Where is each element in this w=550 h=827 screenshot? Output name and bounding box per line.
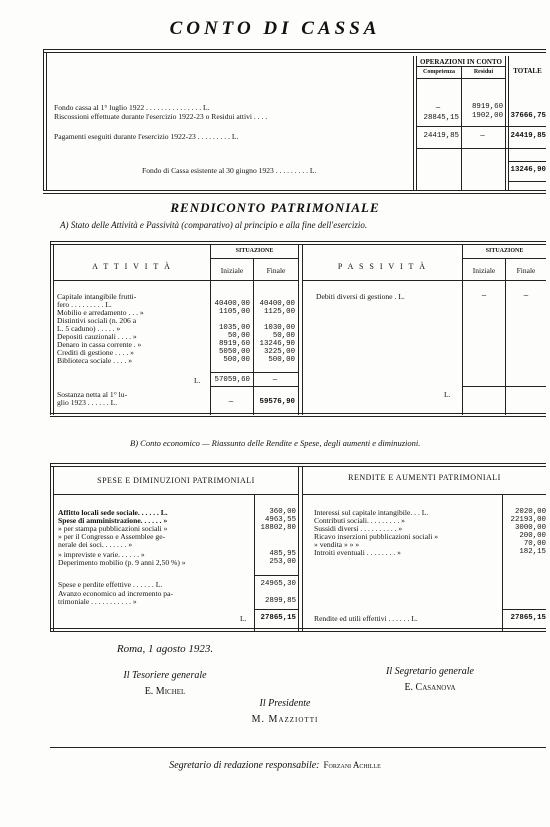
cassa-row-competenza: 24419,85	[423, 132, 459, 140]
attivita-row-label: fero . . . . . . . . . L.	[57, 300, 112, 309]
rendite-row-label: Interessi sul capitale intangibile. . . L.	[314, 508, 429, 517]
attivita-row-label: Mobilio e arredamento . . . »	[57, 308, 144, 317]
spese-row-val: 18802,80	[260, 524, 296, 532]
economico-left-rule-inner	[53, 466, 54, 631]
finale-header: Finale	[266, 266, 286, 275]
attivita-total-ini: 57059,60	[214, 376, 250, 384]
attivita-row-fin: 13246,90	[259, 340, 295, 348]
spese-subtotal: 24965,30	[260, 580, 296, 588]
economico-left-rule	[50, 463, 51, 631]
rendite-row-label: » vendita » » »	[314, 540, 360, 549]
row-rule	[210, 372, 298, 373]
cassa-row-label: Fondo cassa al 1° luglio 1922 . . . . . . . . . . . . . . . L.	[54, 103, 210, 112]
spese-header: SPESE E DIMINUZIONI PATRIMONIALI	[97, 476, 255, 485]
rendite-row-val: 22193,00	[510, 516, 546, 524]
rendite-row-val: 200,00	[519, 532, 546, 540]
col-divider	[254, 494, 255, 631]
col-divider	[416, 56, 417, 191]
tesoriere-title: Il Tesoriere generale	[123, 670, 207, 681]
row-rule	[508, 161, 546, 162]
avanzo-label: Avanzo economico ad incremento pa-	[58, 589, 173, 598]
segretario-name: E. Casanova	[404, 682, 456, 693]
attivita-row-ini: 50,00	[227, 332, 250, 340]
footer-rule	[50, 747, 546, 748]
rendite-row-label: Ricavo inserzioni pubblicazioni sociali »	[314, 532, 438, 541]
attivita-row-label: Capitale intangibile frutti-	[57, 292, 137, 301]
col-totale-header: TOTALE	[513, 67, 542, 75]
attivita-row-label: L. 5 caduno) . . . . . »	[57, 324, 121, 333]
attivita-row-fin: 3225,00	[263, 348, 295, 356]
col-residui-header: Residui	[473, 69, 494, 75]
attivita-row-label: Distintivi sociali (n. 206 a	[57, 316, 137, 325]
cassa-bottom-rule	[43, 190, 546, 194]
header-rule	[416, 66, 505, 67]
spese-row-val: 253,00	[269, 558, 296, 566]
col-divider	[302, 466, 303, 631]
finale-header: Finale	[516, 266, 536, 275]
spese-row-label: Affitto locali sede sociale. . . . . . L.	[58, 508, 168, 517]
rendite-row-val: 70,00	[523, 540, 546, 548]
place-date: Roma, 1 agosto 1923.	[116, 643, 214, 655]
attivita-row-ini: 500,00	[223, 356, 250, 364]
rendite-row-val: 182,15	[519, 548, 546, 556]
spese-row-val: 4963,55	[264, 516, 296, 524]
spese-total-label: L.	[240, 614, 247, 623]
rendite-total-label: Rendite ed utili effettivi . . . . . . L.	[314, 614, 418, 623]
passivita-row-ini: —	[481, 292, 487, 300]
spese-row-label: nerale dei soci. . . . . . . »	[58, 540, 133, 549]
sostanza-label: Sostanza netta al 1° lu-	[57, 390, 128, 399]
spese-row-val: 485,95	[269, 550, 296, 558]
attivita-total-fin: —	[272, 376, 278, 384]
col-competenza-header: Competenza	[423, 69, 455, 75]
cassa-row-residui: 1902,00	[471, 112, 503, 120]
spese-row-label: Spese di amministrazione. . . . . . »	[58, 516, 168, 525]
spese-row-label: » per stampa pubblicazioni sociali »	[58, 524, 168, 533]
spese-subtotal-label: Spese e perdite effettive . . . . . . L.	[58, 580, 163, 589]
page-title: CONTO DI CASSA	[169, 18, 381, 39]
cassa-row-label: Riscossioni effettuate durante l'esercizio 1922-23 o Residui attivi . . . .	[54, 112, 268, 121]
attivita-row-ini: 8919,60	[218, 340, 250, 348]
header-rule	[53, 494, 298, 495]
row-rule	[416, 148, 546, 149]
iniziale-header: Iniziale	[472, 266, 496, 275]
attivita-row-label: Depositi cauzionali . . . . »	[57, 332, 137, 341]
header-rule	[302, 280, 546, 281]
cassa-left-rule-inner	[46, 52, 47, 191]
attivita-row-label: Denaro in cassa corrente . »	[57, 340, 142, 349]
cassa-row-totale: 24419,85	[510, 132, 546, 140]
cassa-row-residui: —	[480, 132, 485, 140]
presidente-name: M. Mazziotti	[251, 714, 319, 725]
attivita-row-fin: 1125,00	[263, 308, 295, 316]
attivita-row-ini: 1105,00	[218, 308, 250, 316]
row-rule	[254, 609, 298, 610]
spese-row-label: » impreviste e varie. . . . . . »	[58, 550, 145, 559]
row-rule	[416, 126, 546, 127]
row-rule	[502, 609, 546, 610]
iniziale-header: Iniziale	[220, 266, 244, 275]
cassa-row-label: Fondo di Cassa esistente al 30 giugno 1923 . . . . . . . . . L.	[142, 166, 317, 175]
rendite-row-val: 3000,00	[514, 524, 546, 532]
header-rule	[302, 494, 546, 495]
presidente-title: Il Presidente	[259, 698, 311, 709]
rendite-row-val: 2020,00	[514, 508, 546, 516]
redazione-label: Segretario di redazione responsabile:	[169, 760, 320, 771]
stato-bottom-rule	[50, 413, 546, 417]
sostanza-label: glio 1923 . . . . . . L.	[57, 398, 118, 407]
cassa-row-residui: 8919,60	[471, 103, 503, 111]
avanzo-val: 2899,85	[264, 597, 296, 605]
situazione-header: SITUAZIONE	[235, 248, 274, 254]
col-divider	[505, 56, 506, 191]
attivita-total-label: L.	[194, 376, 201, 385]
attivita-row-fin: 40400,00	[259, 300, 295, 308]
rendite-header: RENDITE E AUMENTI PATRIMONIALI	[348, 473, 501, 482]
tesoriere-name: E. Michel	[144, 686, 186, 697]
col-divider	[253, 258, 254, 415]
col-divider	[298, 244, 299, 415]
cassa-row-label: Pagamenti eseguiti durante l'esercizio 1922-23 . . . . . . . . . L.	[54, 132, 239, 141]
stato-left-rule	[50, 241, 51, 415]
attivita-row-ini: 40400,00	[214, 300, 250, 308]
row-rule	[210, 386, 298, 387]
header-rule	[53, 280, 298, 281]
spese-total: 27865,15	[260, 614, 296, 622]
passivita-row-label: Debiti diversi di gestione . L.	[316, 292, 405, 301]
rendite-row-label: Introiti eventuali . . . . . . . . »	[314, 548, 401, 557]
sostanza-ini: —	[228, 398, 234, 406]
cassa-top-rule	[43, 49, 546, 53]
rendiconto-title: RENDICONTO PATRIMONIALE	[170, 200, 380, 215]
redazione-line	[0, 755, 550, 773]
row-rule	[254, 575, 298, 576]
attivita-row-fin: 50,00	[272, 332, 295, 340]
passivita-header: P A S S I V I T À	[337, 262, 428, 271]
spese-row-val: 360,00	[269, 508, 296, 516]
rendite-total: 27865,15	[510, 614, 546, 622]
header-rule	[416, 78, 505, 79]
col-divider	[461, 66, 462, 191]
sostanza-fin: 59576,90	[259, 398, 295, 406]
rendite-row-label: Sussidi diversi . . . . . . . . . . »	[314, 524, 403, 533]
attivita-row-ini: 1035,00	[218, 324, 250, 332]
segretario-title: Il Segretario generale	[386, 666, 474, 677]
economico-bottom-rule	[50, 628, 546, 632]
cassa-row-totale: 37666,75	[510, 112, 546, 120]
attivita-row-fin: 500,00	[268, 356, 295, 364]
header-rule	[462, 258, 546, 259]
cassa-row-competenza: —	[435, 104, 441, 112]
conto-economico-subtitle: B) Conto economico — Riassunto delle Rendite e Spese, degli aumenti e diminuzioni.	[130, 438, 421, 448]
attivita-row-label: Biblioteca sociale . . . . »	[57, 356, 133, 365]
attivita-header: A T T I V I T À	[92, 262, 172, 271]
attivita-row-fin: 1030,00	[263, 324, 295, 332]
row-rule	[508, 181, 546, 182]
cassa-row-competenza: 28845,15	[423, 114, 459, 122]
cassa-left-rule	[43, 49, 44, 191]
col-divider	[413, 56, 414, 191]
rendite-row-label: Contributi sociali. . . . . . . . . »	[314, 516, 405, 525]
redazione-name: Forzani Achille	[323, 760, 381, 770]
attivita-row-ini: 5050,00	[218, 348, 250, 356]
col-divider	[298, 466, 299, 631]
situazione-header: SITUAZIONE	[485, 248, 524, 254]
cassa-row-totale: 13246,90	[510, 166, 546, 174]
passivita-row-fin: —	[523, 292, 529, 300]
col-divider	[505, 258, 506, 415]
spese-row-label: Deperimento mobilio (p. 9 anni 2,50 %) »	[58, 558, 186, 567]
avanzo-label: trimoniale . . . . . . . . . . . »	[58, 597, 137, 606]
col-group-header: OPERAZIONI IN CONTO	[420, 58, 502, 66]
spese-row-label: » per il Congresso e Assemblee ge-	[58, 532, 166, 541]
row-rule	[462, 386, 546, 387]
rendiconto-subtitle-a: A) Stato delle Attività e Passività (comparativo) al principio e alla fine dell'esercizio.	[60, 220, 368, 230]
col-divider	[502, 494, 503, 631]
passivita-total-label: L.	[444, 390, 451, 399]
attivita-row-label: Crediti di gestione . . . . »	[57, 348, 134, 357]
header-rule	[210, 258, 298, 259]
